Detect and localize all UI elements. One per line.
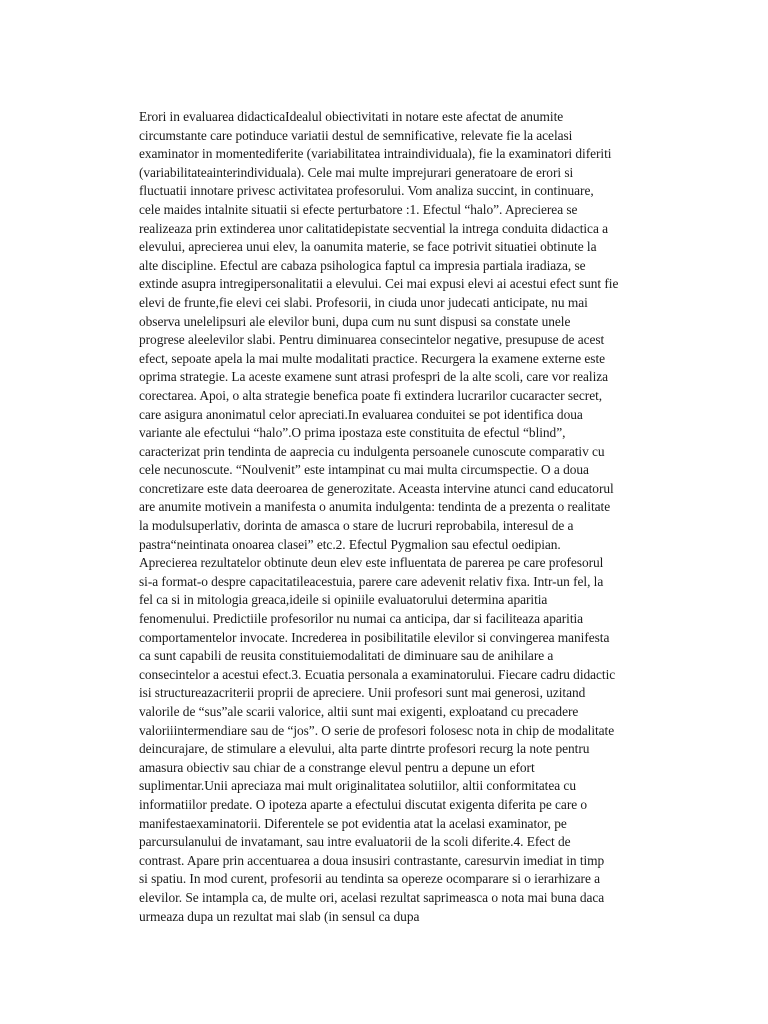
text-line: observa unelelipsuri ale elevilor buni, dupa cum nu sunt dispusi sa constate unele bbox=[139, 313, 571, 329]
text-line: circumstante care potinduce variatii destul de semnificative, relevate fie la acelasi bbox=[139, 127, 573, 143]
text-line: contrast. Apare prin accentuarea a doua insusiri contrastante, caresurvin imediat in timp bbox=[139, 852, 605, 868]
text-line: si spatiu. In mod curent, profesorii au tendinta sa opereze ocomparare si o ierarhizare a bbox=[139, 871, 601, 887]
text-line: examinator in momentediferite (variabilitatea intraindividuala), fie la examinatori diferiti bbox=[139, 146, 612, 162]
text-line: fenomenului. Predictiile profesorilor nu numai ca anticipa, dar si faciliteaza aparitia bbox=[139, 611, 584, 627]
text-line: care asigura anonimatul celor apreciati.In evaluarea conduitei se pot identifica doua bbox=[139, 406, 583, 422]
text-line: elevului, aprecierea unui elev, la oanumita materie, se face potrivit situatiei obtinute la bbox=[139, 239, 597, 255]
text-line: variante ale efectului “halo”.O prima ipostaza este constituita de efectul “blind”, bbox=[139, 425, 566, 441]
text-line: are anumite motivein a manifesta o anumita indulgenta: tendinta de a prezenta o realitate bbox=[139, 499, 611, 515]
text-line: si-a format-o despre capacitatileacestuia, parere care adevenit relativ fixa. Intr-un fel, la bbox=[139, 573, 604, 589]
text-line: informatiilor predate. O ipoteza aparte a efectului discutat exigenta diferita pe care o bbox=[139, 796, 588, 812]
text-line: realizeaza prin extinderea unor calitatidepistate secvential la intrega conduita didactica a bbox=[139, 220, 609, 236]
text-line: urmeaza dupa un rezultat mai slab (in sensul ca dupa bbox=[139, 908, 420, 924]
text-line: amasura obiectiv sau chiar de a constrange elevul pentru a depune un efort bbox=[139, 759, 535, 775]
text-line: consecintelor a acestui efect.3. Ecuatia personala a examinatorului. Fiecare cadru didactic bbox=[139, 666, 616, 682]
text-line: Erori in evaluarea didacticaIdealul obiectivitati in notare este afectat de anumite bbox=[139, 109, 564, 124]
text-line: alte discipline. Efectul are cabaza psihologica faptul ca impresia partiala iradiaza, se bbox=[139, 257, 586, 273]
text-line: concretizare este data deeroarea de generozitate. Aceasta intervine atunci cand educatorul bbox=[139, 480, 614, 496]
text-line: manifestaexaminatorii. Diferentele se pot evidentia atat la acelasi examinator, pe bbox=[139, 815, 567, 831]
document-content bbox=[139, 108, 644, 926]
text-line: valorile de “sus”ale scarii valorice, altii sunt mai exigenti, exploatand cu precadere bbox=[139, 704, 579, 719]
text-line: caracterizat prin tendinta de aaprecia cu indulgenta persoanele cunoscute comparativ cu bbox=[139, 443, 605, 459]
text-line: comportamentelor invocate. Increderea in posibilitatile elevilor si convingerea manifesta bbox=[139, 629, 610, 645]
text-line: deincurajare, de stimulare a elevului, alta parte dintrte profesori recurg la note pentru bbox=[139, 741, 590, 757]
text-line: isi structureazacriterii proprii de apreciere. Unii profesori sunt mai generosi, uzitand bbox=[139, 685, 586, 701]
text-line: suplimentar.Unii apreciaza mai mult originalitatea solutiilor, altii conformitatea cu bbox=[139, 778, 576, 794]
body-paragraph bbox=[139, 108, 644, 926]
text-line: fel ca si in mitologia greaca,ideile si opiniile evaluatorului determina aparitia bbox=[139, 592, 548, 608]
text-line: extinde asupra intregipersonalitatii a elevului. Cei mai expusi elevi ai acestui efect sunt fie bbox=[139, 276, 619, 292]
text-line: corectarea. Apoi, o alta strategie benefica poate fi extindera lucrarilor cucaracter secret, bbox=[139, 387, 603, 403]
text-line: elevi de frunte,fie elevi cei slabi. Profesorii, in ciuda unor judecati anticipate, nu mai bbox=[139, 294, 588, 310]
text-line: efect, sepoate apela la mai multe modalitati practice. Recurgera la examene externe este bbox=[139, 350, 606, 366]
text-line: cele necunoscute. “Noulvenit” este intampinat cu mai multa circumspectie. O a doua bbox=[139, 462, 589, 478]
text-line: la modulsuperlativ, dorinta de amasca o stare de lucruri reprobabila, interesul de a bbox=[139, 518, 574, 534]
text-line: oprima strategie. La aceste examene sunt atrasi profespri de la alte scoli, care vor realiza bbox=[139, 369, 609, 385]
text-line: elevilor. Se intampla ca, de multe ori, acelasi rezultat saprimeasca o nota mai buna daca bbox=[139, 889, 605, 905]
text-line: valoriiintermendiare sau de “jos”. O serie de profesori folosesc nota in chip de modalitate bbox=[139, 722, 615, 738]
text-line: Aprecierea rezultatelor obtinute deun elev este influentata de parerea pe care profesorul bbox=[139, 555, 604, 571]
text-line: cele maides intalnite situatii si efecte perturbatore :1. Efectul “halo”. Aprecierea se bbox=[139, 201, 578, 217]
text-line: ca sunt capabili de reusita constituiemodalitati de diminuare sau de anihilare a bbox=[139, 648, 554, 664]
text-line: parcursulanului de invatamant, sau intre evaluatorii de la scoli diferite.4. Efect de bbox=[139, 834, 571, 850]
text-line: (variabilitateainterindividuala). Cele mai multe imprejurari generatoare de erori si bbox=[139, 164, 574, 180]
text-line: progrese aleelevilor slabi. Pentru diminuarea consecintelor negative, presupuse de acest bbox=[139, 332, 605, 348]
text-line: fluctuatii innotare privesc activitatea profesorului. Vom analiza succint, in continuare, bbox=[139, 183, 594, 199]
text-line: pastra“neintinata onoarea clasei” etc.2. Efectul Pygmalion sau efectul oedipian. bbox=[139, 536, 561, 552]
